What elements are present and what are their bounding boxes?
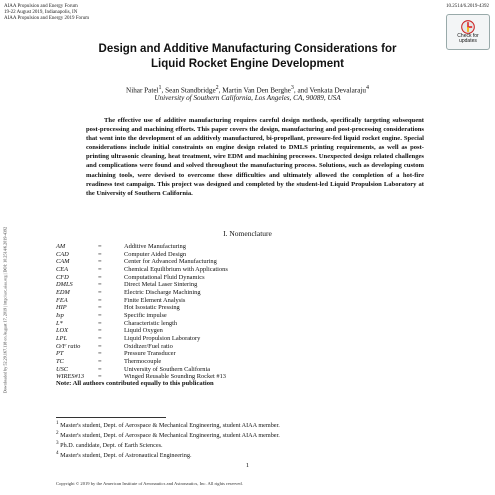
nomenclature-abbr: EDM bbox=[56, 288, 70, 296]
nomenclature-equals: = bbox=[98, 373, 102, 381]
nomenclature-row bbox=[56, 320, 228, 328]
footnote bbox=[56, 430, 280, 440]
nomenclature-row bbox=[56, 327, 228, 335]
nomenclature-row bbox=[56, 258, 228, 266]
nomenclature-abbr: USC bbox=[56, 365, 69, 373]
nomenclature-equals: = bbox=[98, 350, 102, 358]
nomenclature-definition: Computational Fluid Dynamics bbox=[124, 273, 205, 281]
nomenclature-abbr: AM bbox=[56, 243, 66, 250]
footnote-text: Master's student, Dept. of Aerospace & Mechanical Engineering, student AIAA member. bbox=[60, 422, 280, 430]
nomenclature-row bbox=[56, 358, 228, 366]
badge-label: Check for updates bbox=[457, 32, 479, 44]
nomenclature-definition: Pressure Transducer bbox=[124, 350, 176, 358]
nomenclature-equals: = bbox=[98, 265, 102, 273]
conference-line: 19-22 August 2019, Indianapolis, IN bbox=[4, 10, 78, 15]
nomenclature-row bbox=[56, 343, 228, 351]
author-name: Sean Standbridge bbox=[165, 86, 216, 95]
nomenclature-definition: Thermocouple bbox=[124, 357, 162, 365]
nomenclature-equals: = bbox=[98, 311, 102, 319]
abstract: The effective use of additive manufacturing requires careful design methods, specifically targeting subsequent post-processing and machining efforts. This paper covers the design, manufacturing and post-processing considerations that went into the development of an additively manufactured, bi-propellant, pressure-fed liquid rocket engine. Special considerations include initial constraints on engine design related to DMLS printing requirements, as well as post-printing ultrasonic cleaning, heat treatment, wire EDM and machining processes. Unexpected design related challenges and complications were found and solved throughout the manufacturing process. Solutions, such as developing custom machining tools, were devised to overcome these difficulties and ultimately allowed the completion of a hot-fire readiness test campaign. This project was designed and completed by the student-led Liquid Propulsion Laboratory at the University of Southern California. bbox=[86, 117, 424, 197]
nomenclature-row bbox=[56, 335, 228, 343]
footnote-text: Master's student, Dept. of Aerospace & Mechanical Engineering, student AIAA member. bbox=[60, 431, 280, 439]
nomenclature-equals: = bbox=[98, 327, 102, 335]
nomenclature-abbr: CFD bbox=[56, 273, 69, 281]
nomenclature-definition: University of Southern California bbox=[124, 365, 211, 373]
nomenclature-abbr: O/F ratio bbox=[56, 342, 81, 350]
paper-title bbox=[40, 42, 455, 72]
nomenclature-row bbox=[56, 289, 228, 297]
author-name: Venkata Devalaraju bbox=[309, 86, 366, 95]
nomenclature-definition: Finite Element Analysis bbox=[124, 296, 186, 304]
nomenclature-row bbox=[56, 243, 228, 251]
nomenclature-row bbox=[56, 304, 228, 312]
author-separator: , bbox=[161, 86, 166, 95]
download-notice: Downloaded by 52.29.167.118 on August 17, 2019 | http://arc.aiaa.org | DOI: 10.2514/6.2019-4392 bbox=[2, 226, 8, 394]
crossmark-icon bbox=[461, 20, 475, 34]
nomenclature-definition: Characteristic length bbox=[124, 319, 178, 327]
nomenclature-abbr: LPL bbox=[56, 334, 68, 342]
footnote-mark: 2 bbox=[56, 429, 59, 436]
nomenclature-abbr: PT bbox=[56, 350, 64, 358]
nomenclature-abbr: CAD bbox=[56, 250, 69, 258]
footnote-mark: 4 bbox=[56, 449, 59, 456]
nomenclature-equals: = bbox=[98, 288, 102, 296]
footnote-divider bbox=[56, 417, 166, 418]
nomenclature-equals: = bbox=[98, 243, 102, 250]
nomenclature-row bbox=[56, 251, 228, 259]
nomenclature-equals: = bbox=[98, 281, 102, 289]
author-affiliation-mark: 1 bbox=[158, 85, 162, 91]
author-name: Martin Van Den Berghe bbox=[222, 86, 291, 95]
footnote-mark: 3 bbox=[56, 439, 59, 446]
conference-line: AIAA Propulsion and Energy 2019 Forum bbox=[4, 16, 90, 21]
footnote bbox=[56, 440, 280, 450]
nomenclature-equals: = bbox=[98, 296, 102, 304]
author-affiliation: University of Southern California, Los Angeles, CA, 90089, USA bbox=[154, 94, 341, 102]
nomenclature-definition: Hot Isostatic Pressing bbox=[124, 304, 180, 312]
nomenclature-definition: Chemical Equilibrium with Applications bbox=[124, 265, 228, 273]
nomenclature-row bbox=[56, 266, 228, 274]
footnote-text: Master's student, Dept. of Astronautical Engineering. bbox=[60, 451, 192, 459]
conference-line: AIAA Propulsion and Energy Forum bbox=[4, 4, 78, 9]
nomenclature-definition: Winged Reusable Sounding Rocket #13 bbox=[124, 373, 226, 381]
doi-link[interactable]: 10.2514/6.2019-4392 bbox=[445, 4, 489, 9]
nomenclature-abbr: DMLS bbox=[56, 281, 73, 289]
author-affiliation-mark: 2 bbox=[215, 85, 219, 91]
nomenclature-abbr: L* bbox=[56, 319, 63, 327]
nomenclature-row bbox=[56, 350, 228, 358]
footnote bbox=[56, 420, 280, 430]
nomenclature-equals: = bbox=[98, 250, 102, 258]
author-affiliation-mark: 3 bbox=[290, 85, 294, 91]
copyright-notice: Copyright © 2019 by the American Institute of Aeronautics and Astronautics, Inc. All rights reserved. bbox=[56, 481, 243, 486]
nomenclature-definition: Direct Metal Laser Sintering bbox=[124, 281, 198, 289]
title-line: Design and Additive Manufacturing Considerations for bbox=[98, 43, 397, 55]
nomenclature-equals: = bbox=[98, 334, 102, 342]
nomenclature-row bbox=[56, 366, 228, 374]
nomenclature-list bbox=[56, 243, 228, 381]
nomenclature-definition: Center for Advanced Manufacturing bbox=[124, 258, 217, 266]
nomenclature-definition: Electric Discharge Machining bbox=[124, 288, 201, 296]
author-separator: , and bbox=[293, 86, 310, 95]
footnote-mark: 1 bbox=[56, 420, 59, 426]
nomenclature-abbr: WIRES#13 bbox=[56, 373, 85, 381]
page-number: 1 bbox=[245, 462, 250, 469]
nomenclature-equals: = bbox=[98, 365, 102, 373]
section-heading: I. Nomenclature bbox=[223, 229, 272, 238]
nomenclature-equals: = bbox=[98, 342, 102, 350]
nomenclature-abbr: CAM bbox=[56, 258, 70, 266]
nomenclature-definition: Computer Aided Design bbox=[124, 250, 187, 258]
nomenclature-equals: = bbox=[98, 357, 102, 365]
nomenclature-abbr: HIP bbox=[56, 304, 67, 312]
nomenclature-definition: Specific impulse bbox=[124, 311, 167, 319]
footnotes bbox=[56, 420, 280, 459]
nomenclature-equals: = bbox=[98, 273, 102, 281]
nomenclature-abbr: FEA bbox=[56, 296, 68, 304]
nomenclature-definition: Liquid Oxygen bbox=[124, 327, 163, 335]
nomenclature-row bbox=[56, 297, 228, 305]
nomenclature-equals: = bbox=[98, 258, 102, 266]
nomenclature-abbr: LOX bbox=[56, 327, 69, 335]
nomenclature-abbr: TC bbox=[56, 357, 64, 365]
nomenclature-row bbox=[56, 274, 228, 282]
title-line: Liquid Rocket Engine Development bbox=[151, 58, 344, 70]
footnote-text: Ph.D. candidate, Dept. of Earth Sciences. bbox=[60, 441, 163, 449]
footnote bbox=[56, 450, 280, 460]
author-separator: , bbox=[218, 86, 223, 95]
author-name: Nihar Patel bbox=[126, 86, 159, 95]
contribution-note: Note: All authors contributed equally to this publication bbox=[56, 380, 214, 387]
nomenclature-row bbox=[56, 281, 228, 289]
author-affiliation-mark: 4 bbox=[365, 85, 369, 91]
download-sidebar bbox=[1, 210, 9, 410]
nomenclature-definition: Additive Manufacturing bbox=[124, 243, 186, 250]
nomenclature-definition: Oxidizer/Fuel ratio bbox=[124, 342, 173, 350]
conference-header bbox=[4, 4, 89, 22]
nomenclature-definition: Liquid Propulsion Laboratory bbox=[124, 334, 201, 342]
nomenclature-equals: = bbox=[98, 319, 102, 327]
nomenclature-abbr: Isp bbox=[56, 311, 64, 319]
nomenclature-abbr: CEA bbox=[56, 265, 69, 273]
nomenclature-equals: = bbox=[98, 304, 102, 312]
nomenclature-row bbox=[56, 312, 228, 320]
